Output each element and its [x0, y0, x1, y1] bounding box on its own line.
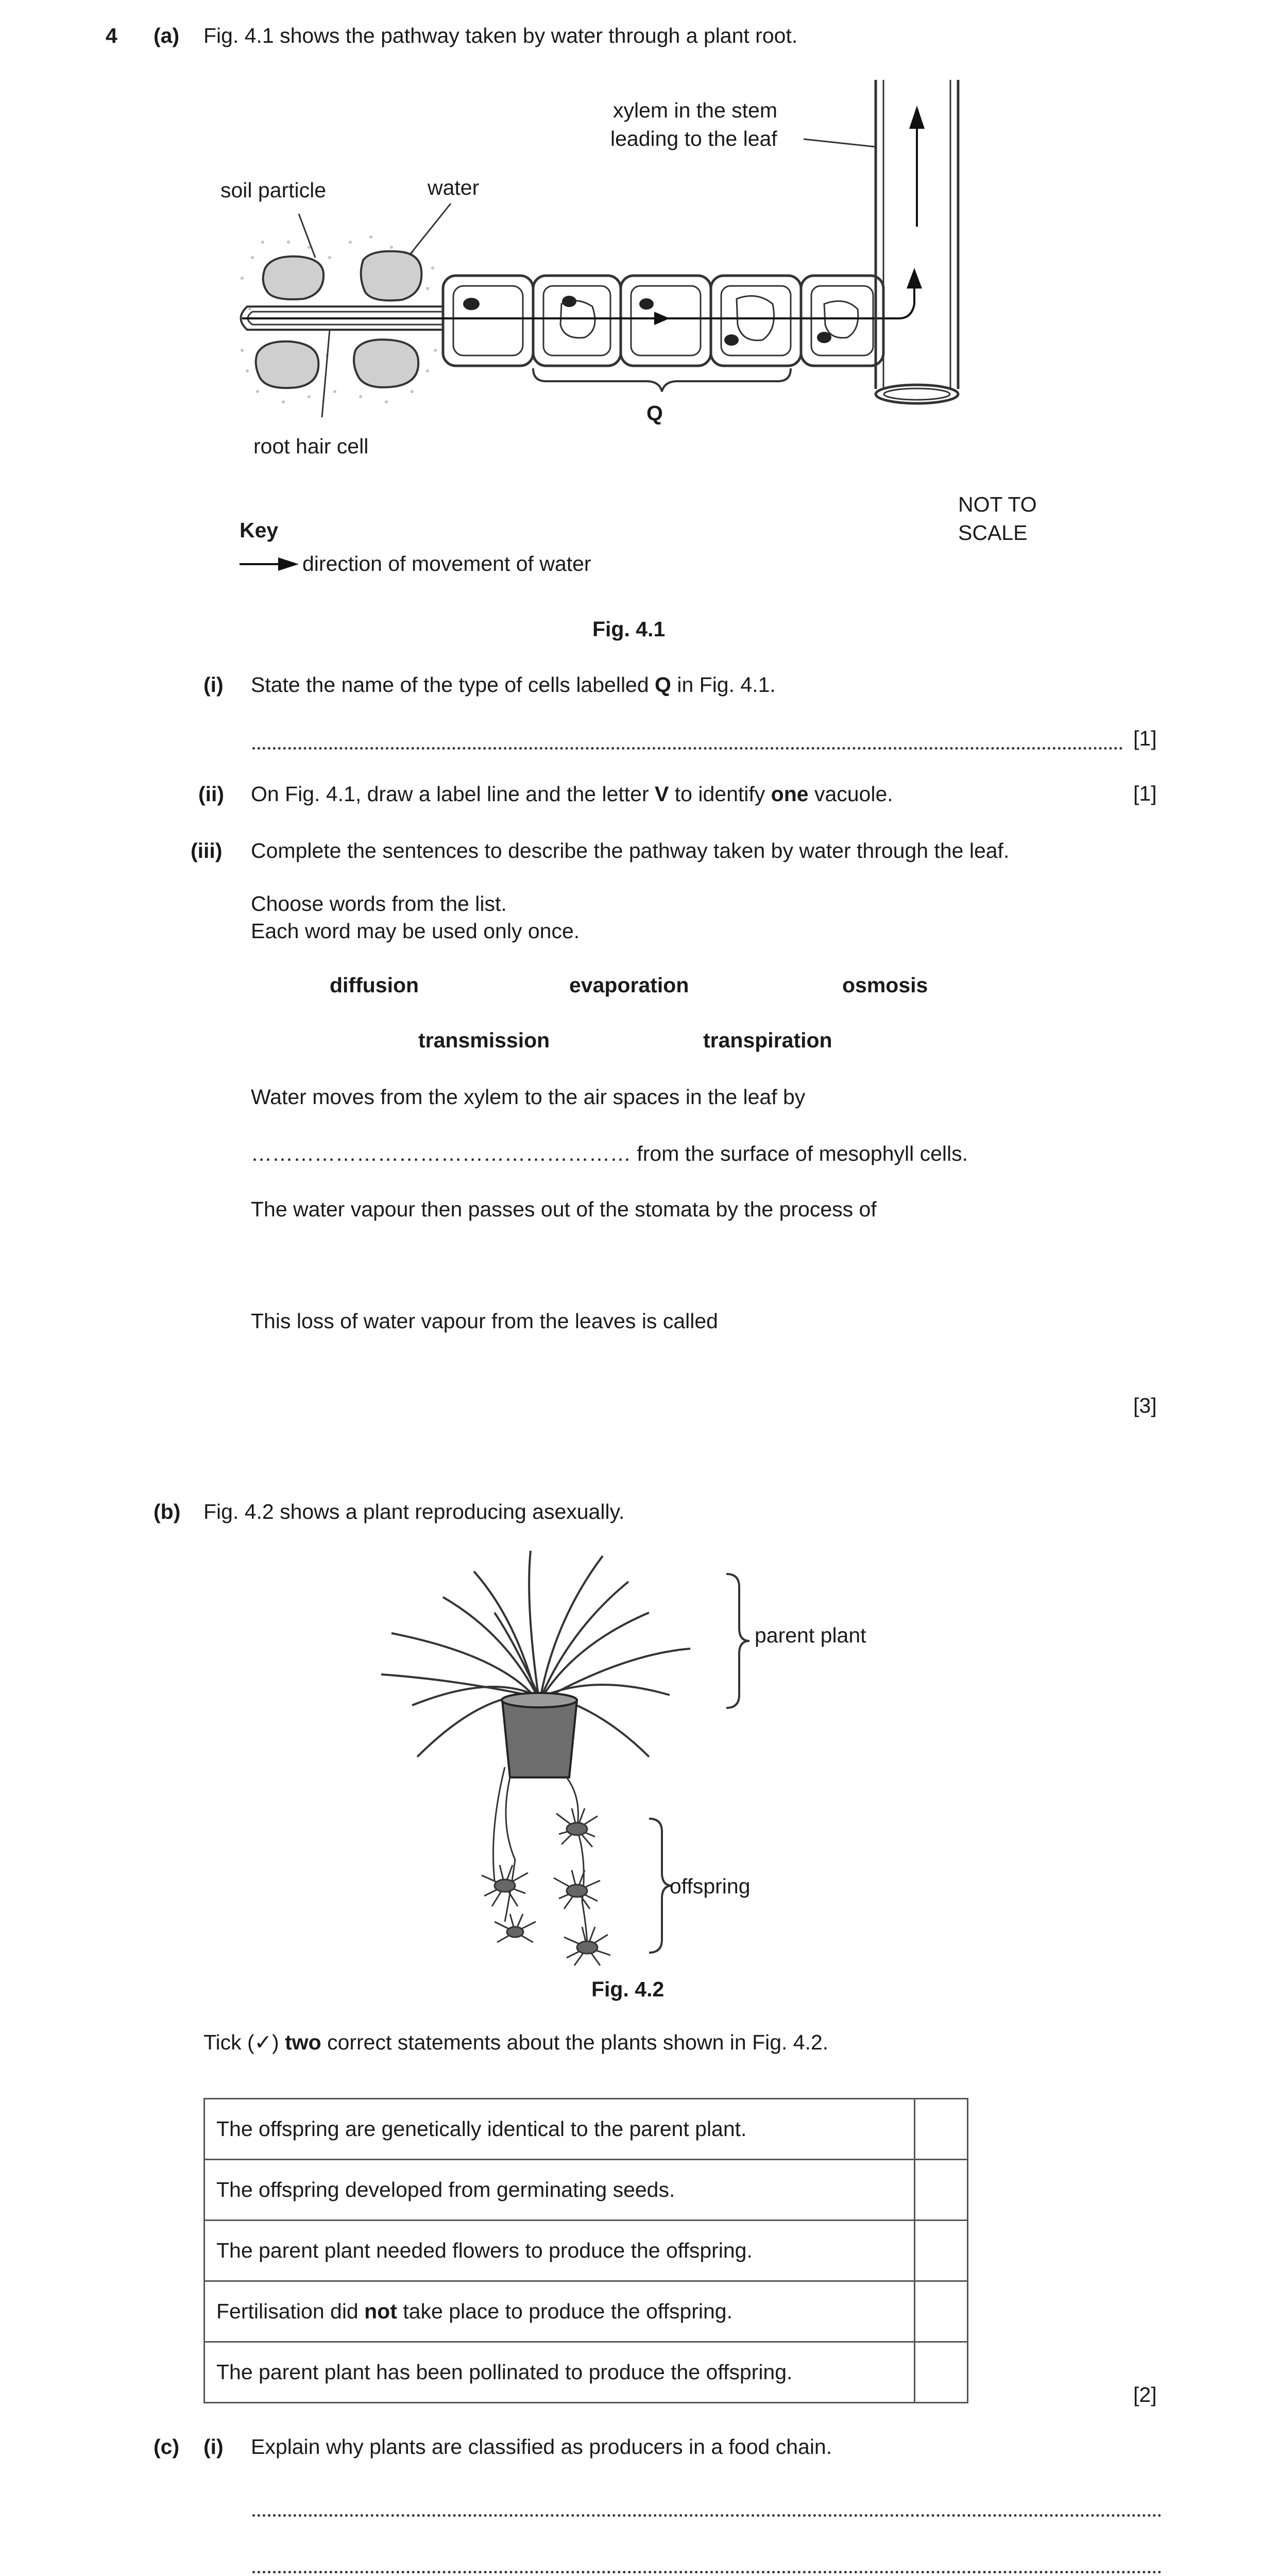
label-xylem-line2: leading to the leaf — [610, 127, 777, 150]
label-xylem-line1: xylem in the stem — [613, 98, 777, 122]
c-i-answer-line-1[interactable] — [252, 2514, 1162, 2517]
part-b-instruction: Tick (✓) two correct statements about the plants shown in Fig. 4.2. — [203, 2030, 829, 2054]
fig-4-1-root-diagram — [0, 0, 1278, 618]
label-water: water — [428, 176, 480, 199]
tick-box-4[interactable] — [915, 2281, 968, 2342]
b-marks: [2] — [1133, 2383, 1157, 2406]
brace-parent-plant — [724, 1571, 755, 1710]
table-row — [205, 2160, 968, 2221]
tick-table — [203, 2098, 968, 2403]
word-transmission: transmission — [418, 1028, 550, 1052]
table-row — [205, 2099, 968, 2160]
c-i-answer-line-2[interactable] — [252, 2571, 1162, 2573]
statement-3: The parent plant needed flowers to produce the offspring. — [205, 2221, 915, 2281]
offspring-plantlets — [482, 1808, 610, 1965]
a-iii-choose: Choose words from the list. — [251, 892, 507, 916]
a-iii-question: Complete the sentences to describe the pathway taken by water through the leaf. — [251, 839, 1010, 862]
tick-box-3[interactable] — [915, 2221, 968, 2281]
table-row — [205, 2342, 968, 2403]
label-q: Q — [646, 401, 663, 425]
word-evaporation: evaporation — [569, 973, 689, 997]
statement-5: The parent plant has been pollinated to produce the offspring. — [205, 2342, 915, 2403]
xylem-tube — [876, 80, 958, 403]
soil-particle-3 — [256, 342, 319, 388]
key-title: Key — [240, 518, 279, 542]
label-soil-particle: soil particle — [220, 178, 327, 202]
cortex-cells — [533, 276, 883, 366]
label-root-hair-cell: root hair cell — [253, 434, 369, 458]
part-a-label: (a) — [154, 24, 180, 47]
a-i-answer-line[interactable] — [252, 747, 1123, 750]
table-row — [205, 2221, 968, 2281]
q-brace — [533, 368, 791, 392]
part-a-intro: Fig. 4.1 shows the pathway taken by water through a plant root. — [203, 24, 798, 47]
not-to-scale-line2: SCALE — [958, 521, 1028, 545]
part-b-label: (b) — [154, 1500, 181, 1523]
word-transpiration: transpiration — [703, 1028, 832, 1052]
a-iii-sentence2: The water vapour then passes out of the stomata by the process of — [251, 1197, 877, 1221]
soil-particle-4 — [354, 340, 418, 387]
a-iii-sentence1b: ……………………………………………… from the surface of mesophyll cells. — [251, 1142, 968, 1165]
soil-particle-2 — [361, 251, 422, 301]
a-i-marks: [1] — [1133, 726, 1157, 750]
key-text: direction of movement of water — [302, 552, 591, 575]
soil-particle-1 — [263, 257, 323, 299]
a-i-question: State the name of the type of cells labelled Q in Fig. 4.1. — [251, 673, 776, 697]
part-b-intro: Fig. 4.2 shows a plant reproducing asexually. — [203, 1500, 625, 1523]
tick-box-1[interactable] — [915, 2099, 968, 2160]
fig-4-2-caption: Fig. 4.2 — [591, 1977, 664, 2001]
a-ii-label: (ii) — [198, 782, 225, 806]
c-i-question: Explain why plants are classified as producers in a food chain. — [251, 2435, 832, 2459]
c-i-label: (i) — [203, 2435, 224, 2459]
word-osmosis: osmosis — [842, 973, 928, 997]
statement-4: Fertilisation did not take place to produce the offspring. — [205, 2281, 915, 2342]
tick-box-2[interactable] — [915, 2160, 968, 2221]
fig-4-1-caption: Fig. 4.1 — [592, 617, 666, 641]
part-c-label: (c) — [154, 2435, 180, 2459]
a-iii-sentence1: Water moves from the xylem to the air spaces in the leaf by — [251, 1085, 806, 1109]
a-iii-label: (iii) — [191, 839, 223, 862]
tick-box-5[interactable] — [915, 2342, 968, 2403]
not-to-scale-line1: NOT TO — [958, 493, 1037, 516]
word-diffusion: diffusion — [330, 973, 419, 997]
a-ii-marks: [1] — [1133, 782, 1157, 805]
a-iii-marks: [3] — [1133, 1394, 1157, 1417]
label-offspring: offspring — [670, 1874, 751, 1898]
label-parent-plant: parent plant — [755, 1623, 866, 1647]
a-i-label: (i) — [203, 673, 224, 697]
statement-1: The offspring are genetically identical to the parent plant. — [205, 2099, 915, 2160]
a-ii-question: On Fig. 4.1, draw a label line and the letter V to identify one vacuole. — [251, 782, 893, 806]
plant-pot — [502, 1700, 577, 1777]
statement-2: The offspring developed from germinating seeds. — [205, 2160, 915, 2221]
a-iii-sentence3: This loss of water vapour from the leaves is called — [251, 1309, 718, 1333]
question-number: 4 — [106, 24, 117, 47]
table-row — [205, 2281, 968, 2342]
a-iii-each: Each word may be used only once. — [251, 919, 580, 943]
